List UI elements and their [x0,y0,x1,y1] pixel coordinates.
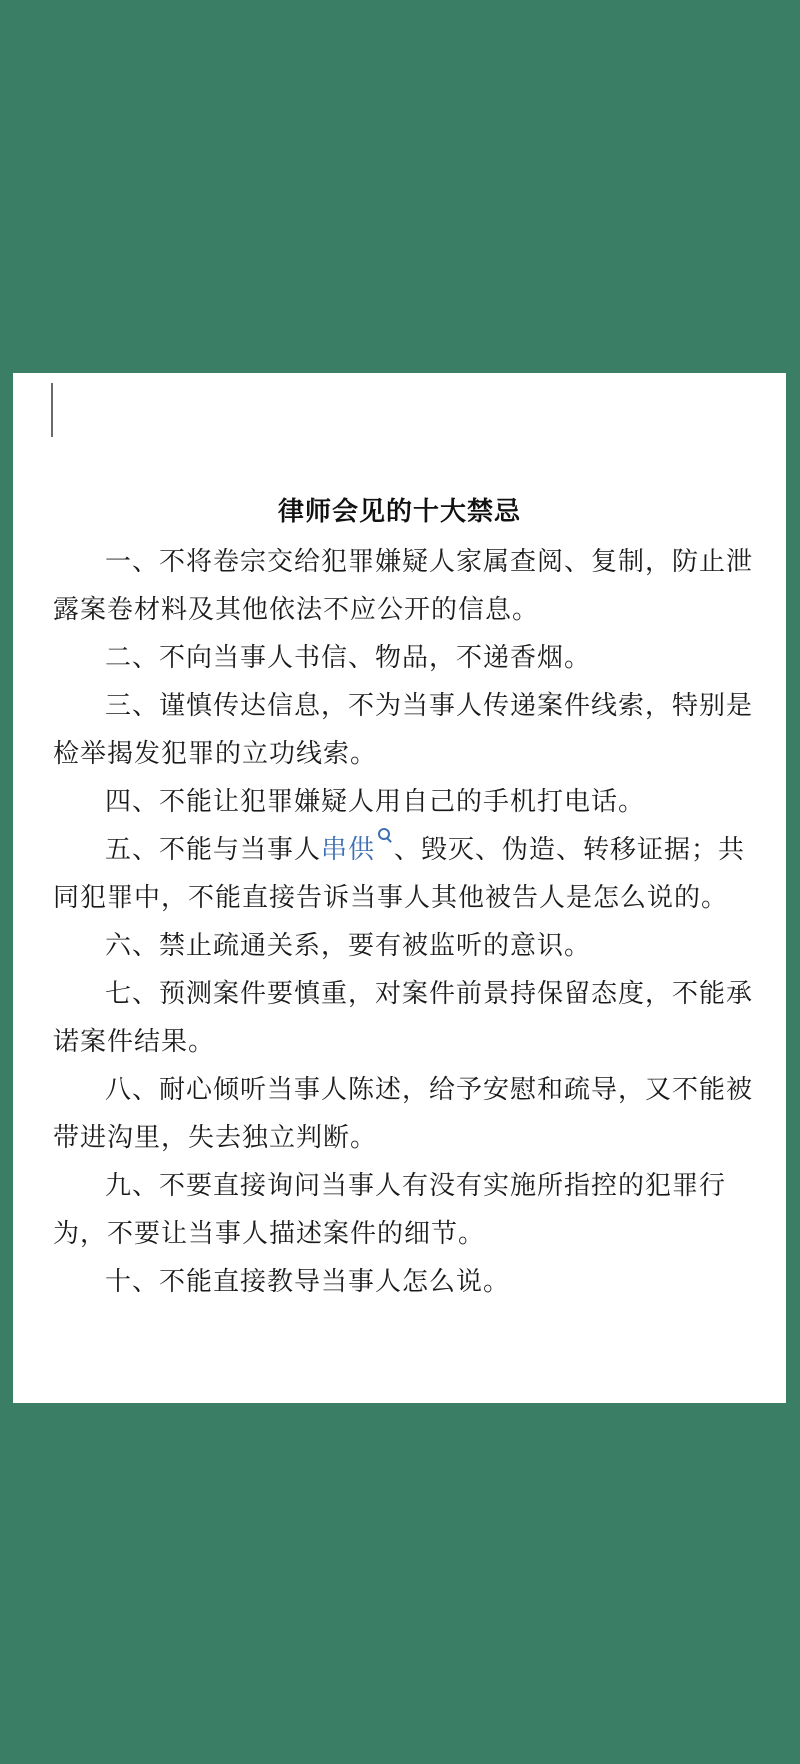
item-text-before: 五、不能与当事人 [105,835,322,865]
search-icon[interactable] [378,828,390,840]
list-item: 七、预测案件要慎重，对案件前景持保留态度，不能承诺案件结果。 [53,979,754,1057]
list-item: 九、不要直接询问当事人有没有实施所指控的犯罪行为，不要让当事人描述案件的细节。 [53,1171,727,1249]
list-item: 六、禁止疏通关系，要有被监听的意识。 [105,931,592,961]
list-item: 三、谨慎传达信息，不为当事人传递案件线索，特别是检举揭发犯罪的立功线索。 [53,691,754,769]
document-title: 律师会见的十大禁忌 [277,497,521,527]
list-item: 十、不能直接教导当事人怎么说。 [105,1267,511,1297]
document-body [53,538,765,1306]
list-item [53,826,765,922]
list-item: 一、不将卷宗交给犯罪嫌疑人家属查阅、复制，防止泄露案卷材料及其他依法不应公开的信息。 [53,547,754,625]
list-item: 四、不能让犯罪嫌疑人用自己的手机打电话。 [105,787,646,817]
term-search-link[interactable]: 串供 [321,835,376,865]
text-cursor [51,383,53,437]
item-text-after: 、毁灭、伪造、转移证据；共同犯罪中，不能直接告诉当事人其他被告人是怎么说的。 [53,835,746,913]
list-item: 八、耐心倾听当事人陈述，给予安慰和疏导，又不能被带进沟里，失去独立判断。 [53,1075,754,1153]
list-item: 二、不向当事人书信、物品，不递香烟。 [105,643,592,673]
document-card [13,373,786,1403]
